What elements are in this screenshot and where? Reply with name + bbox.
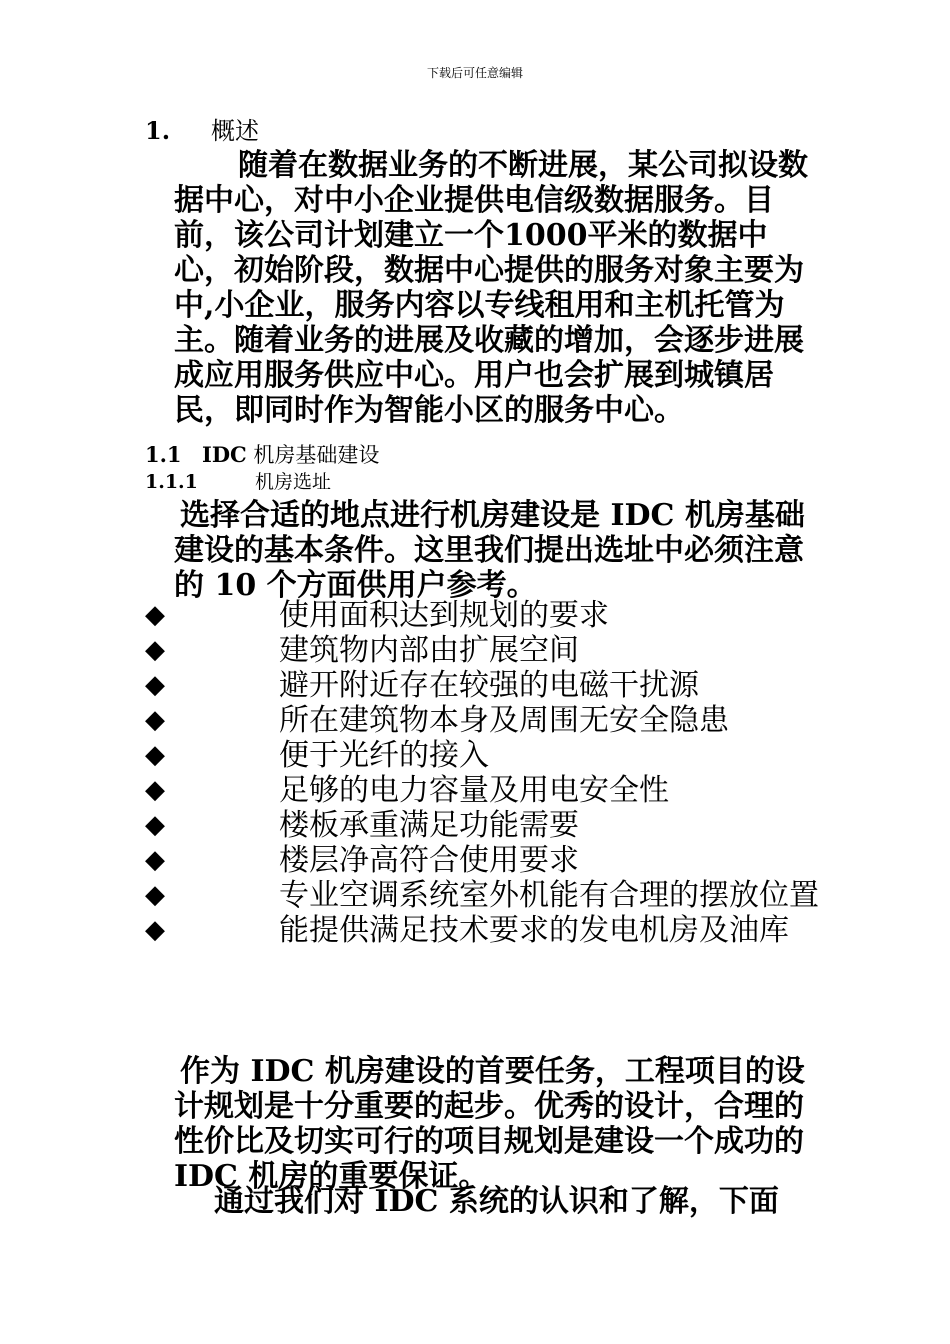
list-item-text: 使用面积达到规划的要求 [279, 598, 609, 633]
list-item-text: 楼层净高符合使用要求 [279, 843, 579, 878]
diamond-bullet-icon: ◆ [145, 880, 165, 910]
section-number: 1.1 [145, 442, 182, 467]
diamond-bullet-icon: ◆ [145, 635, 165, 665]
list-item-text: 所在建筑物本身及周围无安全隐患 [279, 703, 729, 738]
list-item-text: 足够的电力容量及用电安全性 [279, 773, 669, 808]
list-item [145, 773, 825, 808]
section-1-1-1-heading [145, 470, 331, 494]
diamond-bullet-icon: ◆ [145, 915, 165, 945]
list-item [145, 703, 825, 738]
diamond-bullet-icon: ◆ [145, 705, 165, 735]
diamond-bullet-icon: ◆ [145, 810, 165, 840]
section-number: 1.1.1 [145, 471, 198, 493]
section-number: 1. [145, 116, 171, 145]
section-1-heading [145, 116, 259, 146]
list-item [145, 913, 825, 948]
diamond-bullet-icon: ◆ [145, 740, 165, 770]
list-item-text: 建筑物内部由扩展空间 [279, 633, 579, 668]
diamond-bullet-icon: ◆ [145, 600, 165, 630]
section-title-bold: IDC [202, 442, 247, 467]
list-item-text: 专业空调系统室外机能有合理的摆放位置 [279, 878, 819, 913]
section-1-1-heading [145, 442, 379, 468]
diamond-bullet-icon: ◆ [145, 670, 165, 700]
list-item [145, 633, 825, 668]
diamond-bullet-icon: ◆ [145, 845, 165, 875]
list-item [145, 738, 825, 773]
continuation-paragraph: 通过我们对 IDC 系统的认识和了解，下面 [214, 1184, 779, 1219]
overview-paragraph: 随着在数据业务的不断进展，某公司拟设数据中心，对中小企业提供电信级数据服务。目前，该公司计划建立一个1000平米的数据中心，初始阶段，数据中心提供的服务对象主要为中,小企业，服务内容以专线租用和主机托管为主。随着业务的进展及收藏的增加，会逐步进展成应用服务供应中心。用户也会扩展到城镇居民，即同时作为智能小区的服务中心。 [174, 148, 808, 428]
planning-paragraph: 作为 IDC 机房建设的首要任务，工程项目的设计规划是十分重要的起步。优秀的设计，合理的性价比及切实可行的项目规划是建设一个成功的 IDC 机房的重要保证。 [174, 1054, 805, 1194]
list-item [145, 598, 825, 633]
list-item [145, 843, 825, 878]
section-title: 概述 [211, 117, 259, 145]
section-title: 机房选址 [255, 471, 332, 493]
list-item-text: 楼板承重满足功能需要 [279, 808, 579, 843]
list-item [145, 808, 825, 843]
list-item-text: 便于光纤的接入 [279, 738, 489, 773]
list-item-text: 能提供满足技术要求的发电机房及油库 [279, 913, 789, 948]
page-header: 下载后可任意编辑 [426, 66, 523, 80]
list-item [145, 878, 825, 913]
diamond-bullet-icon: ◆ [145, 775, 165, 805]
site-selection-intro: 选择合适的地点进行机房建设是 IDC 机房基础建设的基本条件。这里我们提出选址中必须注意的 10 个方面供用户参考。 [174, 498, 805, 603]
section-title: 机房基础建设 [246, 443, 380, 467]
list-item-text: 避开附近存在较强的电磁干扰源 [279, 668, 699, 703]
site-requirements-list [145, 598, 825, 948]
list-item [145, 668, 825, 703]
